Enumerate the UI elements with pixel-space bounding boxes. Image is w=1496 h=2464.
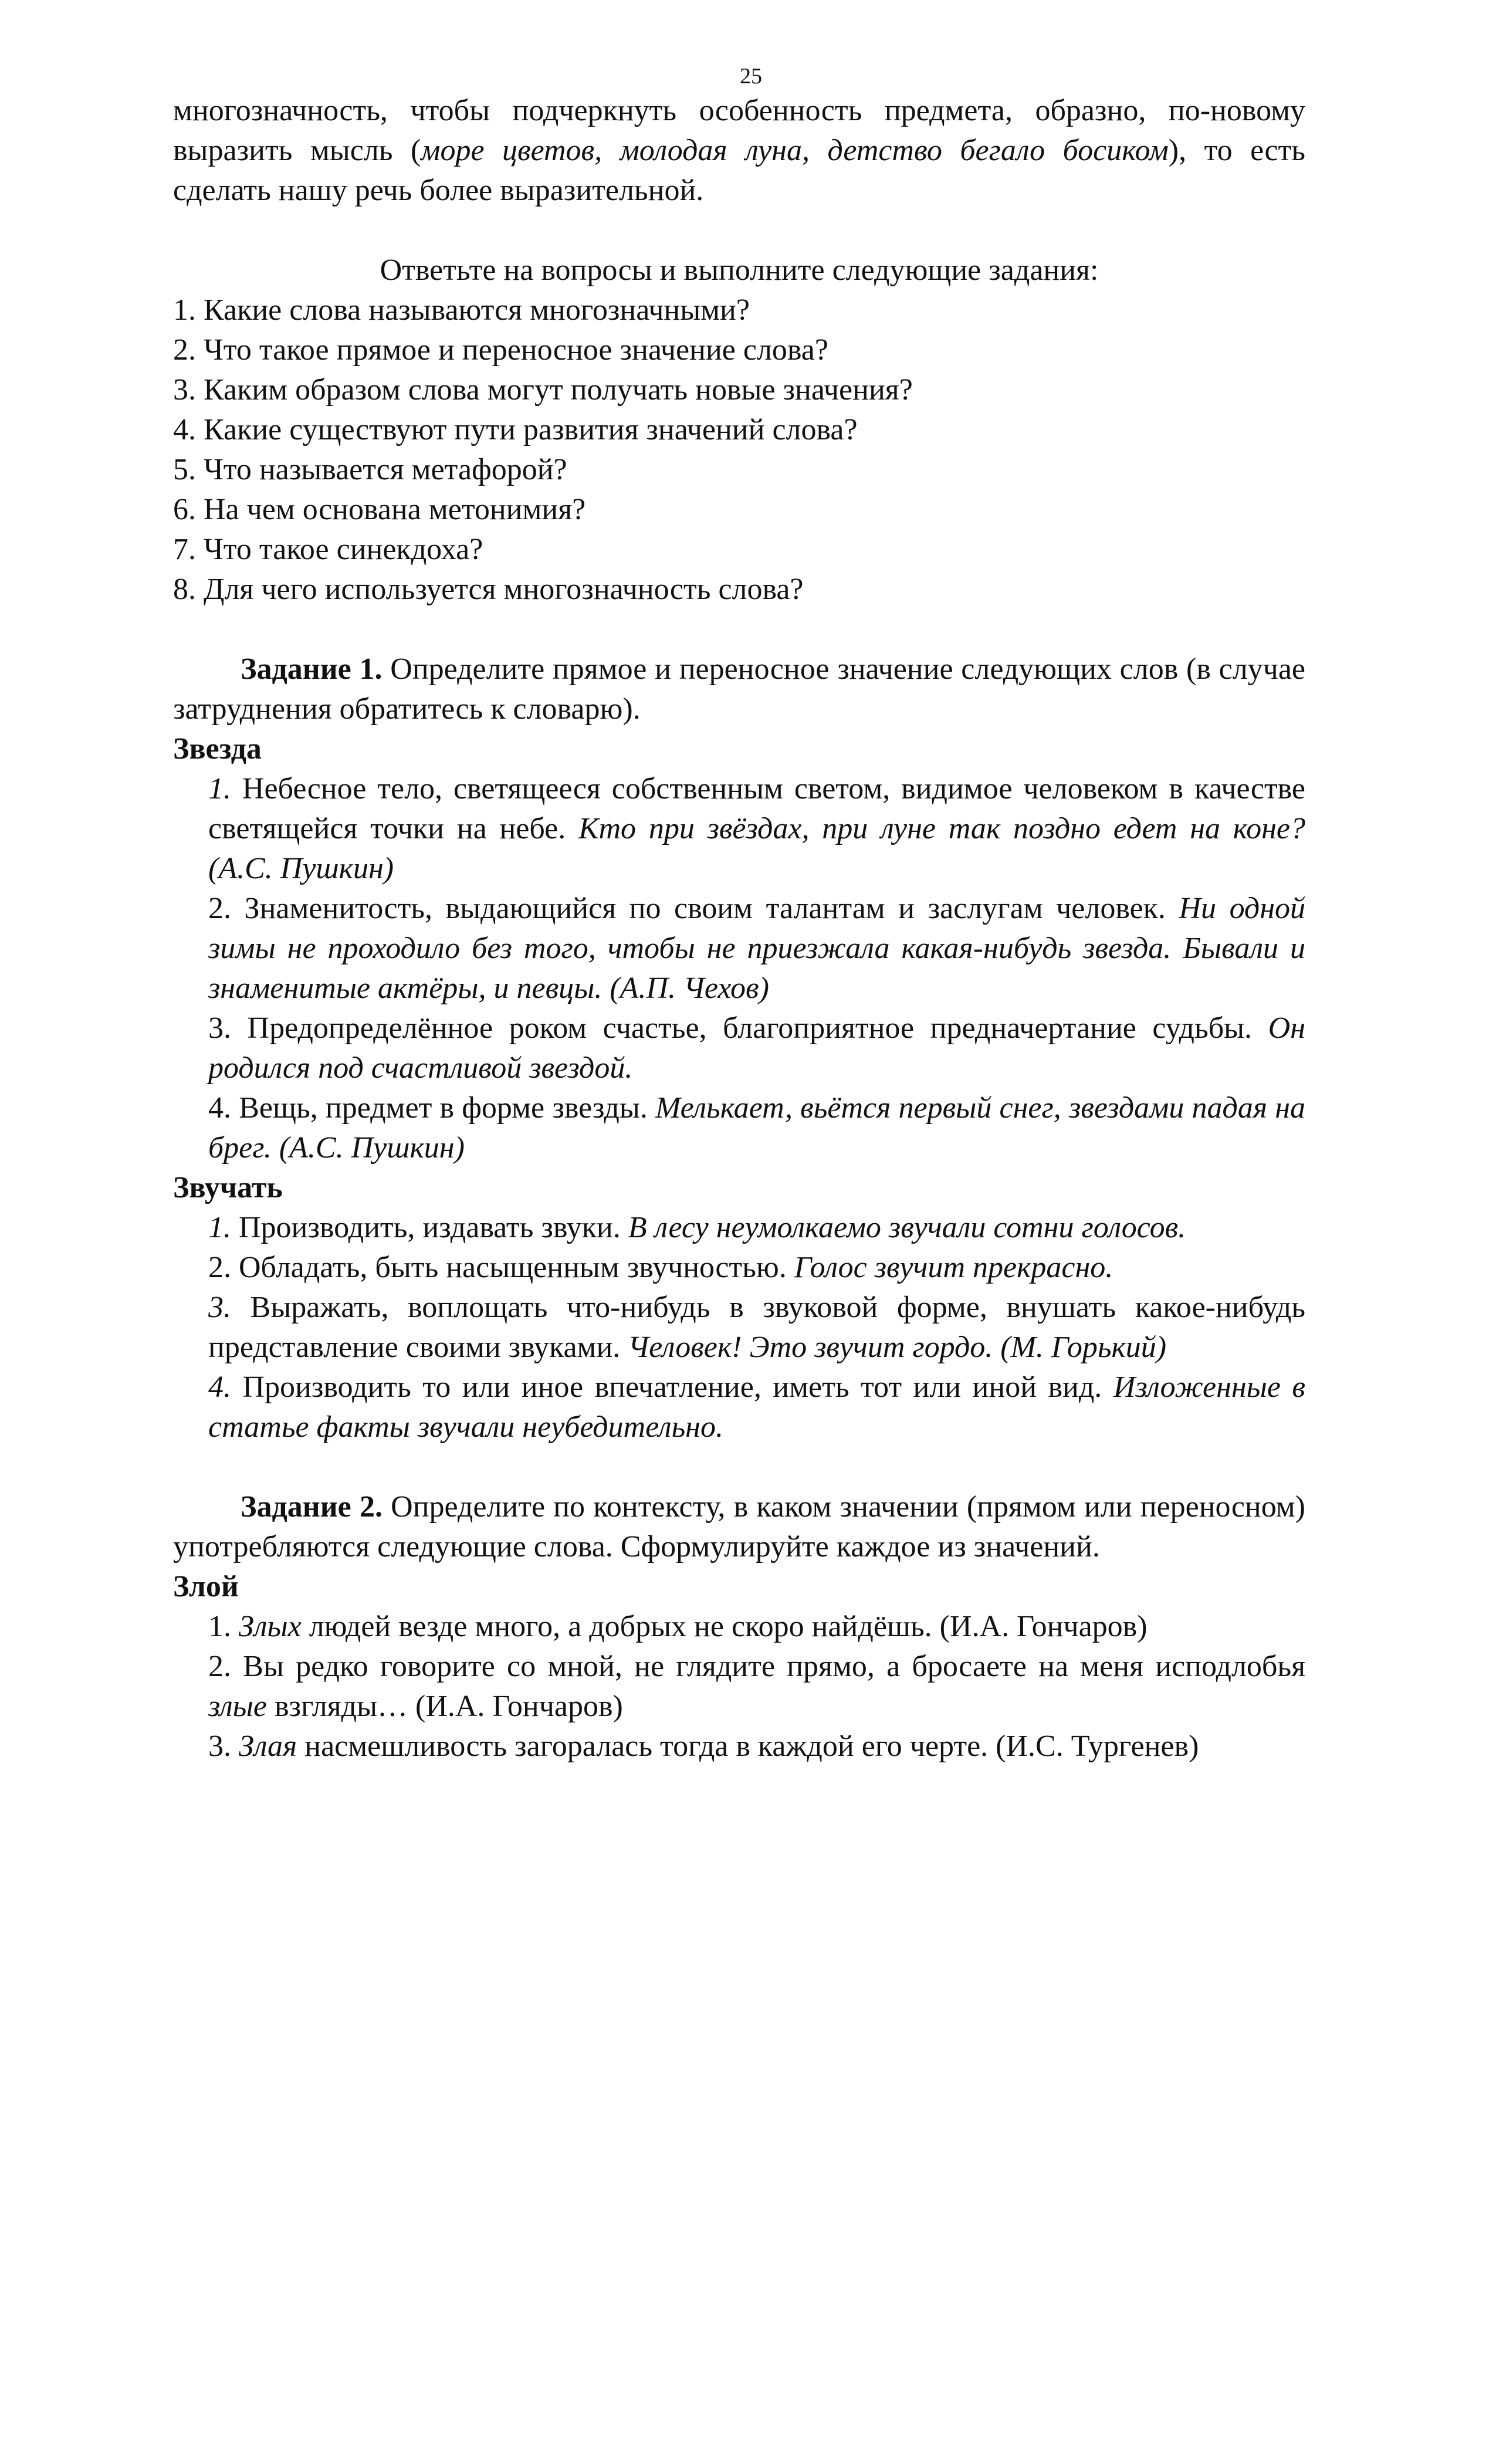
sense-definition: Выражать, воплощать что-нибудь в звуковой форме, внушать какое-нибудь представление своими звуками.: [208, 1291, 1305, 1364]
spacer: [173, 211, 1305, 251]
sentence-number: 1.: [208, 1610, 239, 1643]
task1-text: Определите прямое и переносное значение следующих слов (в случае затруднения обратитесь к словарю).: [173, 652, 1305, 726]
sentence-rest: насмешливость загоралась тогда в каждой его черте. (И.С. Тургенев): [297, 1729, 1199, 1763]
task1-label: Задание 1.: [241, 652, 383, 686]
sense-item: [173, 1088, 1305, 1168]
sense-definition: Обладать, быть насыщенным звучностью.: [231, 1251, 794, 1284]
sense-number: 1.: [208, 772, 231, 805]
intro-text-after: ), то есть сделать нашу речь более выразительной.: [173, 134, 1305, 207]
word-heading: Злой: [173, 1570, 239, 1603]
question-item: 1. Какие слова называются многозначными?: [173, 293, 750, 327]
sentence-rest: людей везде много, а добрых не скоро найдёшь. (И.А. Гончаров): [301, 1610, 1148, 1643]
sentence-number: 3.: [208, 1729, 239, 1763]
question-item: 3. Каким образом слова могут получать новые значения?: [173, 373, 913, 407]
document-page: [173, 62, 1305, 1766]
intro-text-before: многозначность, чтобы подчеркнуть особенность предмета, образно, по-новому выразить мысль (: [173, 94, 1305, 167]
sentence-rest: взгляды… (И.А. Гончаров): [266, 1690, 623, 1723]
sense-example: В лесу неумолкаемо звучали сотни голосов.: [628, 1211, 1186, 1244]
sentence-item: [173, 1607, 1305, 1647]
sense-number: 3.: [208, 1291, 231, 1324]
sense-definition: Предопределённое роком счастье, благоприятное предначертание судьбы.: [231, 1011, 1268, 1045]
question-item: 8. Для чего используется многозначность слова?: [173, 573, 804, 606]
sense-number: 2.: [208, 892, 231, 925]
task2-label: Задание 2.: [241, 1490, 383, 1524]
sense-item: [173, 1368, 1305, 1447]
task2-paragraph: [173, 1487, 1305, 1567]
sense-example: Кто при звёздах, при луне так поздно едет на коне? (А.С. Пушкин): [208, 812, 1305, 885]
sense-example: Ни одной зимы не проходило без того, чтобы не приезжала какая-нибудь звезда. Бывали и знаменитые актёры, и певцы. (А.П. Чехов): [208, 892, 1306, 1005]
question-item: 5. Что называется метафорой?: [173, 453, 567, 486]
sense-item: [173, 769, 1305, 889]
sense-definition: Производить то или иное впечатление, иметь тот или иной вид.: [231, 1370, 1113, 1404]
sense-example: Человек! Это звучит гордо. (М. Горький): [628, 1331, 1167, 1364]
sense-example: Он родился под счастливой звездой.: [208, 1011, 1305, 1085]
sense-definition: Вещь, предмет в форме звезды.: [231, 1091, 656, 1125]
spacer: [173, 1447, 1305, 1487]
question-item: 2. Что такое прямое и переносное значение слова?: [173, 333, 828, 367]
sentence-item: [173, 1647, 1305, 1727]
sense-number: 3.: [208, 1011, 231, 1045]
sense-item: [173, 1288, 1305, 1368]
sense-number: 4.: [208, 1091, 231, 1125]
sense-definition: Знаменитость, выдающийся по своим талантам и заслугам человек.: [231, 892, 1179, 925]
sense-example: Голос звучит прекрасно.: [794, 1251, 1113, 1284]
spacer: [173, 610, 1305, 649]
sense-item: [173, 1008, 1305, 1088]
questions-heading: Ответьте на вопросы и выполните следующие задания:: [380, 253, 1099, 287]
sentence-pre: Вы редко говорите со мной, не глядите прямо, а бросаете на меня исподлобья: [243, 1650, 1306, 1683]
sense-example: Мелькает, вьётся первый снег, звездами падая на брег. (А.С. Пушкин): [208, 1091, 1305, 1165]
sentence-keyword: Злых: [239, 1610, 302, 1643]
sense-item: [173, 1208, 1305, 1248]
question-item: 6. На чем основана метонимия?: [173, 493, 586, 526]
sentence-number: 2.: [208, 1650, 243, 1683]
sense-number: 1.: [208, 1211, 231, 1244]
task1-paragraph: [173, 649, 1305, 729]
sentence-item: [173, 1727, 1305, 1766]
sense-item: [173, 1248, 1305, 1288]
task2-text: Определите по контексту, в каком значении (прямом или переносном) употребляются следующие слова. Сформулируйте каждое из значений.: [173, 1490, 1305, 1563]
sense-definition: Производить, издавать звуки.: [231, 1211, 628, 1244]
page-number: 25: [740, 64, 762, 89]
word-heading: Звучать: [173, 1171, 283, 1204]
intro-paragraph: [173, 91, 1305, 211]
question-item: 4. Какие существуют пути развития значений слова?: [173, 413, 858, 446]
sense-item: [173, 889, 1305, 1008]
sense-number: 4.: [208, 1370, 231, 1404]
intro-examples: море цветов, молодая луна, детство бегало босиком: [421, 134, 1169, 167]
sentence-keyword: злые: [208, 1690, 267, 1723]
sense-definition: Небесное тело, светящееся собственным светом, видимое человеком в качестве светящейся точки на небе.: [208, 772, 1305, 845]
sense-example: Изложенные в статье факты звучали неубедительно.: [208, 1370, 1305, 1444]
word-heading: Звезда: [173, 732, 262, 766]
sentence-keyword: Злая: [239, 1729, 297, 1763]
sense-number: 2.: [208, 1251, 231, 1284]
questions-list: [173, 290, 1305, 610]
question-item: 7. Что такое синекдоха?: [173, 533, 483, 566]
